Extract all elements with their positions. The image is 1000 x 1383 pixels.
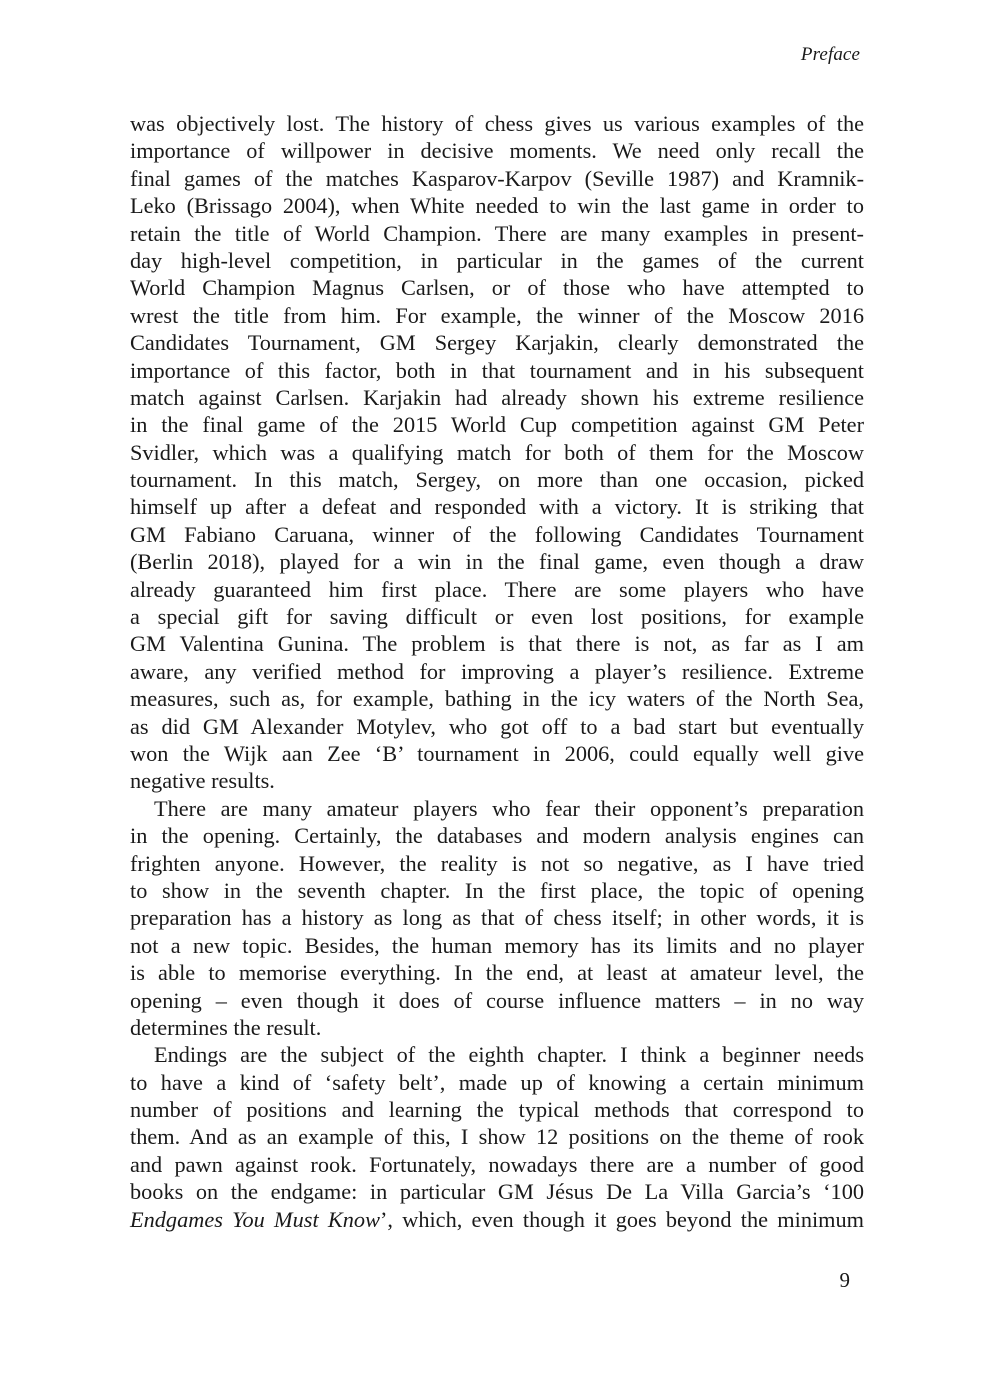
text-line: Svidler, which was a qualifying match for both of them for the Moscow xyxy=(130,439,864,465)
text-line: (Berlin 2018), played for a win in the final game, even though a draw xyxy=(130,549,864,575)
text-line: negative results. xyxy=(130,768,275,794)
text-line: There are many amateur players who fear their opponent’s preparation xyxy=(154,795,864,821)
text-line: and pawn against rook. Fortunately, nowadays there are a number of good xyxy=(130,1151,864,1177)
text-line: in the opening. Certainly, the databases and modern analysis engines can xyxy=(130,823,864,849)
text-line: not a new topic. Besides, the human memory has its limits and no player xyxy=(130,932,864,958)
text-line: Leko (Brissago 2004), when White needed to win the last game in order to xyxy=(130,193,864,219)
text-line: opening – even though it does of course influence matters – in no way xyxy=(130,987,864,1013)
text-line: day high-level competition, in particular in the games of the current xyxy=(130,247,864,273)
text-line: Endings are the subject of the eighth chapter. I think a beginner needs xyxy=(154,1042,864,1068)
page-number: 9 xyxy=(839,1268,850,1292)
text-line: importance of willpower in decisive moments. We need only recall the xyxy=(130,138,864,164)
text-line-mixed xyxy=(130,1206,864,1233)
text-line: won the Wijk aan Zee ‘B’ tournament in 2006, could equally well give xyxy=(130,740,864,766)
text-line: Candidates Tournament, GM Sergey Karjakin, clearly demonstrated the xyxy=(130,330,864,356)
text-line: tournament. In this match, Sergey, on more than one occasion, picked xyxy=(130,467,864,493)
book-title-italic: Endgames You Must Know xyxy=(130,1206,380,1232)
text-line: them. And as an example of this, I show 12 positions on the theme of rook xyxy=(130,1124,864,1150)
text-line: match against Carlsen. Karjakin had already shown his extreme resilience xyxy=(130,384,864,410)
text-line: retain the title of World Champion. There are many examples in present- xyxy=(130,220,864,246)
text-line: aware, any verified method for improving a player’s resilience. Extreme xyxy=(130,658,864,684)
text-line: World Champion Magnus Carlsen, or of those who have attempted to xyxy=(130,275,864,301)
text-line-rest: ’, which, even though it goes beyond the minimum xyxy=(379,1206,864,1232)
text-line: to show in the seventh chapter. In the first place, the topic of opening xyxy=(130,877,864,903)
text-line: was objectively lost. The history of chess gives us various examples of the xyxy=(130,111,864,136)
text-line: determines the result. xyxy=(130,1014,322,1040)
text-line: GM Fabiano Caruana, winner of the following Candidates Tournament xyxy=(130,521,864,547)
text-line: books on the endgame: in particular GM Jésus De La Villa Garcia’s ‘100 xyxy=(130,1179,864,1205)
body-text xyxy=(130,110,864,1233)
text-line: already guaranteed him first place. There are some players who have xyxy=(130,576,864,602)
text-line: frighten anyone. However, the reality is not so negative, as I have tried xyxy=(130,850,864,876)
text-line: a special gift for saving difficult or even lost positions, for example xyxy=(130,604,864,630)
text-line: as did GM Alexander Motylev, who got off to a bad start but eventually xyxy=(130,713,864,739)
text-line: GM Valentina Gunina. The problem is that there is not, as far as I am xyxy=(130,631,864,657)
text-line: final games of the matches Kasparov-Karpov (Seville 1987) and Kramnik- xyxy=(130,165,864,191)
text-line: to have a kind of ‘safety belt’, made up of knowing a certain minimum xyxy=(130,1069,864,1095)
text-line: preparation has a history as long as that of chess itself; in other words, it is xyxy=(130,905,864,931)
text-line: himself up after a defeat and responded with a victory. It is striking that xyxy=(130,494,864,520)
text-line: importance of this factor, both in that tournament and in his subsequent xyxy=(130,357,864,383)
text-line: is able to memorise everything. In the end, at least at amateur level, the xyxy=(130,960,864,986)
running-head: Preface xyxy=(800,44,860,65)
text-line: in the final game of the 2015 World Cup competition against GM Peter xyxy=(130,412,864,438)
text-line: measures, such as, for example, bathing in the icy waters of the North Sea, xyxy=(130,686,864,712)
text-line: wrest the title from him. For example, the winner of the Moscow 2016 xyxy=(130,302,864,328)
text-line: number of positions and learning the typical methods that correspond to xyxy=(130,1097,864,1123)
